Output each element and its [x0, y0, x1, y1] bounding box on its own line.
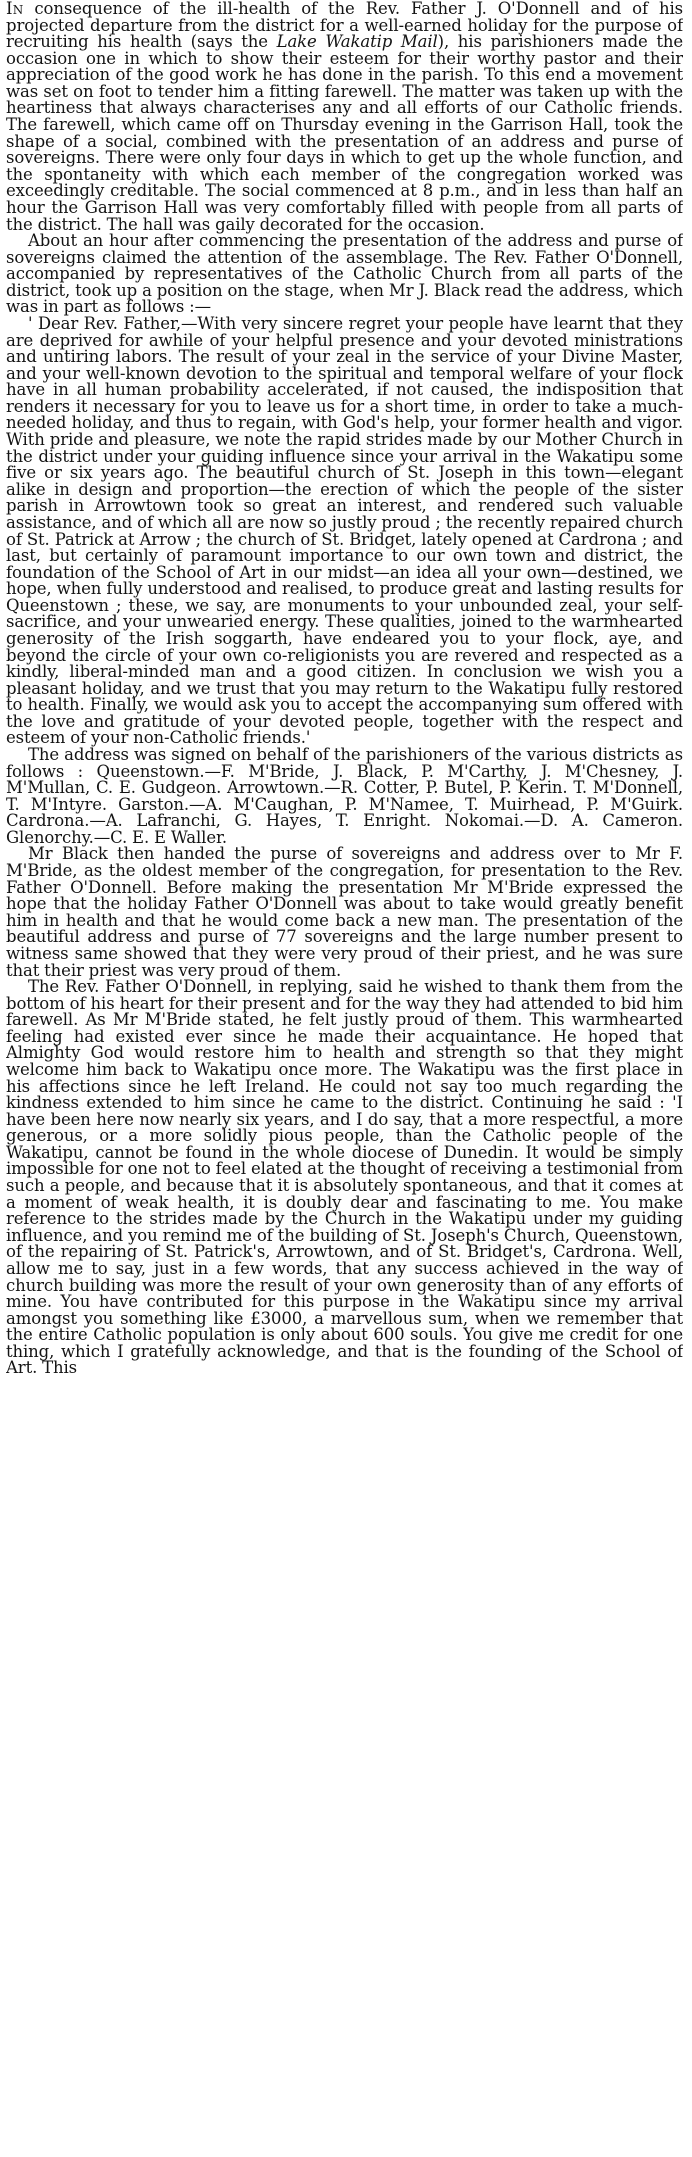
signatories-paragraph: The address was signed on behalf of the parishioners of the various districts as follows : Queenstown.—F. M'Bride, J. Black, P. M'Carthy, J. M'Chesney, J. M'Mullan, C. E. Gudgeon. Arrowtown.—R. Cotter, P. Butel, P. Kerin. T. M'Donnell, T. M'Intyre. Garston.—A. M'Caughan, P. M'Namee, T. Muirhead, P. M'Guirk. Cardrona.—A. Lafranchi, G. Hayes, T. Enright. Nokomai.—D. A. Cameron. Glenorchy.—C. E. E Waller.	[6, 745, 683, 847]
article-column	[6, 1, 683, 2151]
drop-lead-word: In	[6, 1, 24, 18]
reply-paragraph: The Rev. Father O'Donnell, in replying, said he wished to thank them from the bottom of his heart for their present and for the way they had attended to bid him farewell. As Mr M'Bride stated, he felt justly proud of them. This warmhearted feeling had existed ever since he made their acquaintance. He hoped that Almighty God would restore him to health and strength so that they might welcome him back to Wakatipu once more. The Wakatipu was the first place in his affections since he left Ireland. He could not say too much regarding the kindness extended to him since he came to the district. Continuing he said : 'I have been here now nearly six years, and I do say, that a more respectful, a more generous, or a more solidly pious people, than the Catholic people of the Wakatipu, cannot be found in the whole diocese of Dunedin. It would be simply impossible for one not to feel elated at the thought of receiving a testimonial from such a people, and because that it is absolutely spontaneous, and that it comes at a moment of weak health, it is doubly dear and fascinating to me. You make reference to the strides made by the Church in the Wakatipu under my guiding influence, and you remind me of the building of St. Joseph's Church, Queenstown, of the repairing of St. Patrick's, Arrowtown, and of St. Bridget's, Cardrona. Well, allow me to say, just in a few words, that any success achieved in the way of church building was more the result of your own generosity than of any efforts of mine. You have contributed for this purpose in the Wakatipu since my arrival amongst you something like £3000, a marvellous sum, when we remember that the entire Catholic population is only about 600 souls. You give me credit for one thing, which I gratefully acknowledge, and that is the founding of the School of Art. This	[6, 977, 683, 1378]
newspaper-name: Lake Wakatip Mail	[276, 32, 438, 52]
article-paragraph-2: About an hour after commencing the presentation of the address and purse of sovereigns claimed the attention of the assemblage. The Rev. Father O'Donnell, accompanied by representatives of the Catholic Church from all parts of the district, took up a position on the stage, when Mr J. Black read the address, which was in part as follows :—	[6, 231, 683, 317]
presentation-paragraph: Mr Black then handed the purse of sovereigns and address over to Mr F. M'Bride, as the oldest member of the congregation, for presentation to the Rev. Father O'Donnell. Before making the presentation Mr M'Bride expressed the hope that the holiday Father O'Donnell was about to take would greatly benefit him in health and that he would come back a new man. The presentation of the beautiful address and purse of 77 sovereigns and the large number present to witness same showed that they were very proud of their priest, and he was sure that their priest was very proud of them.	[6, 844, 683, 980]
paragraph-1-text-a: consequence of the ill-health of the Rev. Father J. O'Donnell and of his projected departure from the district for a well-earned holiday for the purpose of recruiting his health (says the	[6, 1, 683, 52]
paragraph-1-text-b: ), his parishioners made the occasion one in which to show their esteem for their worthy pastor and their appreciation of the good work he has done in the parish. To this end a movement was set on foot to tender him a fitting farewell. The matter was taken up with the heartiness that always characterises any and all efforts of our Catholic friends. The farewell, which came off on Thursday evening in the Garrison Hall, took the shape of a social, combined with the presentation of an address and purse of sovereigns. There were only four days in which to get up the whole function, and the spontaneity with which each member of the congregation worked was exceedingly creditable. The social commenced at 8 p.m., and in less than half an hour the Garrison Hall was very comfortably filled with people from all parts of the district. The hall was gaily decorated for the occasion.	[6, 32, 683, 234]
address-quote-paragraph: ' Dear Rev. Father,—With very sincere regret your people have learnt that they are deprived for awhile of your helpful presence and your devoted ministrations and untiring labors. The result of your zeal in the service of your Divine Master, and your well-known devotion to the spiritual and temporal welfare of your flock have in all human probability accelerated, if not caused, the indisposition that renders it necessary for you to leave us for a short time, in order to take a much-needed holiday, and thus to regain, with God's help, your former health and vigor. With pride and pleasure, we note the rapid strides made by our Mother Church in the district under your guiding influence since your arrival in the Wakatipu some five or six years ago. The beautiful church of St. Joseph in this town—elegant alike in design and proportion—the erection of which the people of the sister parish in Arrowtown took so great an interest, and rendered such valuable assistance, and of which all are now so justly proud ; the recently repaired church of St. Patrick at Arrow ; the church of St. Bridget, lately opened at Cardrona ; and last, but certainly of paramount importance to our own town and district, the foundation of the School of Art in our midst—an idea all your own—destined, we hope, when fully understood and realised, to produce great and lasting results for Queenstown ; these, we say, are monuments to your unbounded zeal, your self-sacrifice, and your unwearied energy. These qualities, joined to the warmhearted generosity of the Irish soggarth, have endeared you to your flock, aye, and beyond the circle of your own co-religionists you are revered and respected as a kindly, liberal-minded man and a good citizen. In conclusion we wish you a pleasant holiday, and we trust that you may return to the Wakatipu fully restored to health. Finally, we would ask you to accept the accompanying sum offered with the love and gratitude of your devoted people, together with the respect and esteem of your non-Catholic friends.'	[6, 313, 683, 748]
article-paragraph-1	[6, 1, 683, 233]
